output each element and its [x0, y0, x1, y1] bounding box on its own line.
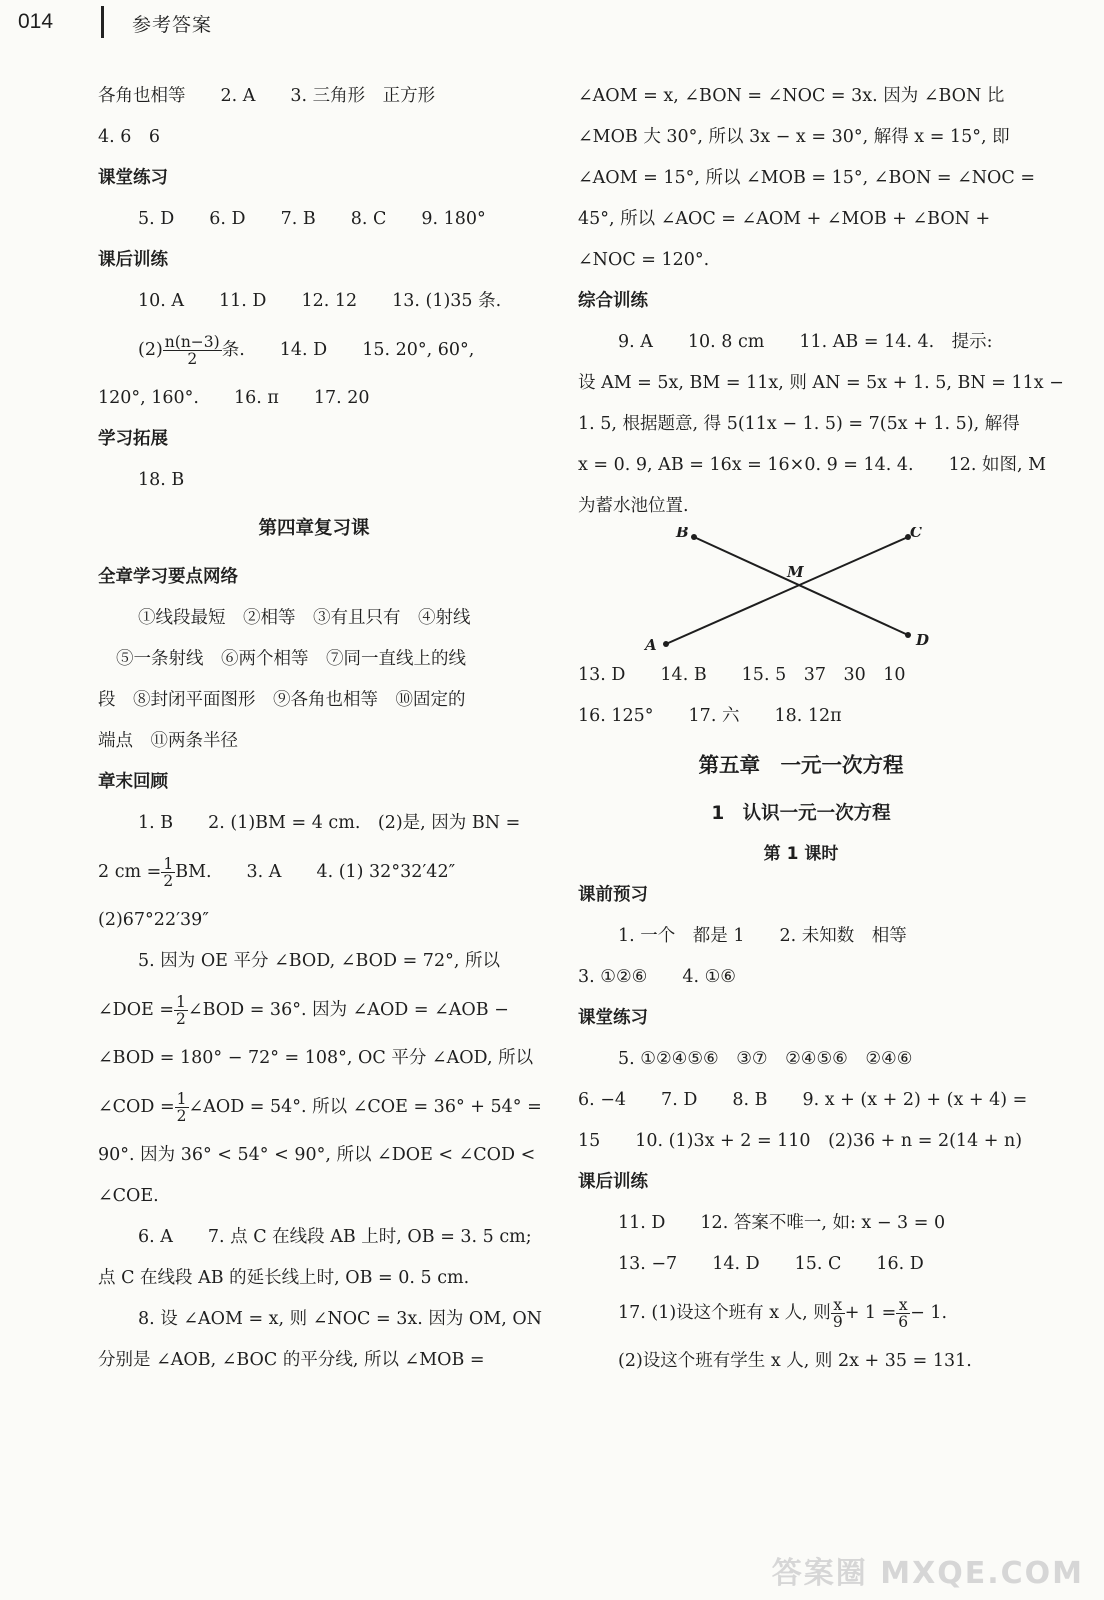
section-heading: 章末回顾 [98, 772, 168, 792]
answer-line: 段 ⑧封闭平面图形 ⑨各角也相等 ⑩固定的 [98, 690, 466, 710]
answer-line: x = 0. 9, AB = 16x = 16×0. 9 = 14. 4. 12. 如图, M [578, 455, 1047, 475]
chapter-title: 第五章 一元一次方程 [698, 753, 904, 777]
section-heading: 课后训练 [578, 1172, 648, 1192]
answer-line: ⑤一条射线 ⑥两个相等 ⑦同一直线上的线 [116, 649, 466, 669]
answer-line: 16. 125° 17. 六 18. 12π [578, 706, 842, 726]
answer-line: 9. A 10. 8 cm 11. AB = 14. 4. 提示: [618, 332, 993, 352]
answer-line: 11. D 12. 答案不唯一, 如: x − 3 = 0 [618, 1213, 946, 1233]
section-heading: 课后训练 [98, 250, 168, 270]
section-heading: 综合训练 [578, 291, 648, 311]
label-C: C [910, 527, 922, 541]
answer-line: 45°, 所以 ∠AOC = ∠AOM + ∠MOB + ∠BON + [578, 209, 991, 229]
left-column [98, 76, 542, 1381]
answer-line: 4. 6 6 [98, 127, 161, 147]
answer-line: 分别是 ∠AOB, ∠BOC 的平分线, 所以 ∠MOB = [98, 1350, 485, 1370]
fraction: $\frac{1}{2}$ [176, 1089, 187, 1125]
answer-line: 8. 设 ∠AOM = x, 则 ∠NOC = 3x. 因为 OM, ON [138, 1309, 542, 1329]
right-column [578, 76, 1064, 1382]
fraction: $\frac{x}{9}$ [832, 1295, 843, 1331]
watermark: 答案圈 MXQE.COM [771, 1556, 1084, 1591]
answer-line: 90°. 因为 36° < 54° < 90°, 所以 ∠DOE < ∠COD < [98, 1145, 536, 1165]
answer-line: 120°, 160°. 16. π 17. 20 [98, 388, 370, 408]
answer-line: 6. −4 7. D 8. B 9. x + (x + 2) + (x + 4) = [578, 1090, 1028, 1110]
answer-line: 端点 ⑪两条半径 [98, 731, 238, 751]
page-header [0, 0, 1104, 50]
answer-line: 6. A 7. 点 C 在线段 AB 上时, OB = 3. 5 cm; [138, 1227, 532, 1247]
point-B [691, 534, 697, 540]
header-title: 参考答案 [132, 14, 213, 36]
answer-line-fraction: 2 cm = $\frac{1}{2}$ BM. 3. A 4. (1) 32°32′42″ [98, 854, 456, 890]
section-heading: 课堂练习 [98, 168, 168, 188]
point-A [663, 641, 669, 647]
label-D: D [916, 631, 930, 649]
section-heading: 全章学习要点网络 [98, 567, 238, 587]
answer-line: ∠AOM = x, ∠BON = ∠NOC = 3x. 因为 ∠BON 比 [578, 86, 1005, 106]
point-D [905, 632, 911, 638]
answer-line: ∠AOM = 15°, 所以 ∠MOB = 15°, ∠BON = ∠NOC = [578, 168, 1036, 188]
answer-line: 5. ①②④⑤⑥ ③⑦ ②④⑤⑥ ②④⑥ [618, 1049, 913, 1069]
section-title: 1 认识一元一次方程 [711, 803, 891, 824]
line-CA [666, 537, 908, 644]
answer-line: 5. D 6. D 7. B 8. C 9. 180° [138, 209, 486, 229]
answer-line-fraction: (2) $\frac{n(n-3)}{2}$ 条. 14. D 15. 20°, 60°, [138, 332, 475, 368]
fraction: $\frac{1}{2}$ [163, 854, 174, 890]
answer-line-fraction: 17. (1)设这个班有 x 人, 则 $\frac{x}{9}$ + 1 = $\frac{x}{6}$ − 1. [618, 1295, 948, 1331]
label-B: B [676, 527, 689, 541]
header-divider [101, 6, 104, 38]
answer-line: 18. B [138, 470, 185, 490]
answer-line: 1. 一个 都是 1 2. 未知数 相等 [618, 926, 907, 946]
answer-line: 10. A 11. D 12. 12 13. (1)35 条. [138, 291, 502, 311]
answer-line: 为蓄水池位置. [578, 496, 689, 516]
answer-line: 点 C 在线段 AB 的延长线上时, OB = 0. 5 cm. [98, 1268, 470, 1288]
section-heading: 课前预习 [578, 885, 648, 905]
answer-line: (2)67°22′39″ [98, 910, 209, 930]
answer-line: ①线段最短 ②相等 ③有且只有 ④射线 [138, 608, 471, 628]
answer-line: 5. 因为 OE 平分 ∠BOD, ∠BOD = 72°, 所以 [138, 951, 500, 971]
reservoir-figure [578, 527, 1024, 655]
section-heading: 学习拓展 [98, 429, 168, 449]
answer-line: ∠BOD = 180° − 72° = 108°, OC 平分 ∠AOD, 所以 [98, 1048, 534, 1068]
page-number: 014 [18, 10, 54, 33]
answer-line: 13. −7 14. D 15. C 16. D [618, 1254, 924, 1274]
answer-line-fraction: ∠DOE = $\frac{1}{2}$ ∠BOD = 36°. 因为 ∠AOD = ∠AOB − [98, 992, 509, 1028]
answer-line: 3. ①②⑥ 4. ①⑥ [578, 967, 736, 987]
answer-line: ∠MOB 大 30°, 所以 3x − x = 30°, 解得 x = 15°, 即 [578, 127, 1010, 147]
answer-line: 13. D 14. B 15. 5 37 30 10 [578, 665, 906, 685]
label-M: M [787, 563, 804, 581]
answer-line: 1. 5, 根据题意, 得 5(11x − 1. 5) = 7(5x + 1. 5), 解得 [578, 414, 1020, 434]
crossing-lines-diagram [578, 527, 1024, 655]
answer-line: ∠COE. [98, 1186, 159, 1206]
fraction: $\frac{1}{2}$ [176, 992, 186, 1028]
section-heading: 课堂练习 [578, 1008, 648, 1028]
fraction: $\frac{x}{6}$ [898, 1295, 909, 1331]
fraction: $\frac{n(n-3)}{2}$ [164, 332, 220, 368]
chapter-title: 第四章复习课 [258, 518, 370, 539]
answer-line: ∠NOC = 120°. [578, 250, 710, 270]
answer-line: 1. B 2. (1)BM = 4 cm. (2)是, 因为 BN = [138, 813, 521, 833]
label-A: A [645, 636, 657, 654]
answer-line: (2)设这个班有学生 x 人, 则 2x + 35 = 131. [618, 1351, 972, 1371]
answer-line-fraction: ∠COD = $\frac{1}{2}$ ∠AOD = 54°. 所以 ∠COE = 36° + 54° = [98, 1089, 542, 1125]
lesson-title: 第 1 课时 [763, 844, 839, 864]
answer-line: 15 10. (1)3x + 2 = 110 (2)36 + n = 2(14 + n) [578, 1131, 1023, 1151]
answer-line: 设 AM = 5x, BM = 11x, 则 AN = 5x + 1. 5, BN = 11x − [578, 373, 1064, 393]
answer-line: 各角也相等 2. A 3. 三角形 正方形 [98, 86, 436, 106]
